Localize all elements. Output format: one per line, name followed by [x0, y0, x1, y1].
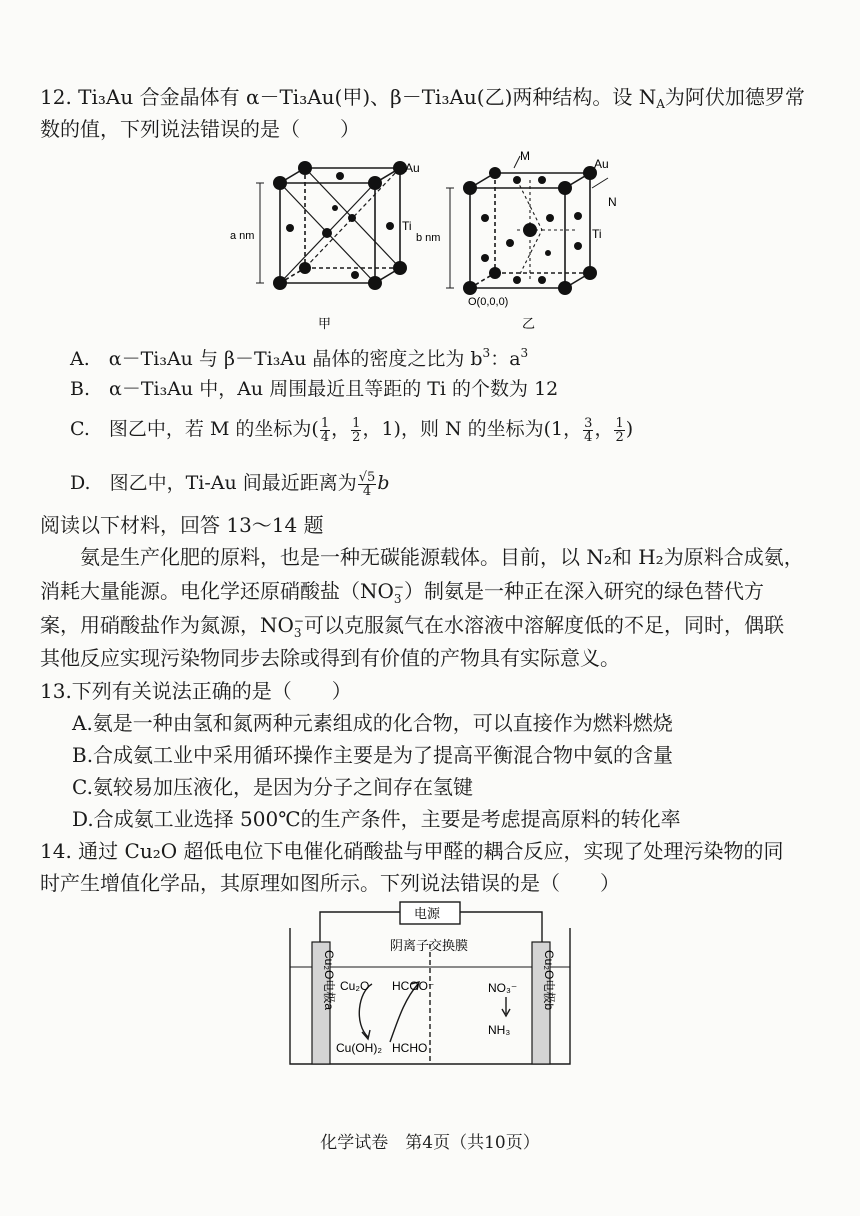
caption-jia: 甲 — [318, 316, 332, 331]
passage-line3: 案，用硝酸盐作为氮源，NO − 3 可以克服氮气在水溶液中溶解度低的不足，同时，偶联 — [40, 613, 784, 640]
power-source-label: 电源 — [414, 906, 441, 921]
species-cuoh2: Cu(OH)₂ — [336, 1041, 382, 1055]
q13-option-b: B.合成氨工业中采用循环操作主要是为了提高平衡混合物中氨的含量 — [72, 743, 674, 767]
species-hcho: HCHO — [392, 1041, 428, 1055]
label-ti-right: Ti — [592, 227, 602, 241]
species-nh3: NH₃ — [488, 1023, 511, 1037]
label-origin: O(0,0,0) — [468, 296, 509, 308]
q14-stem-line2: 时产生增值化学品，其原理如图所示。下列说法错误的是（ ） — [40, 871, 620, 895]
species-no3: NO₃⁻ — [488, 981, 518, 995]
q14-stem-line1: 14. 通过 Cu₂O 超低电位下电催化硝酸盐与甲醛的耦合反应，实现了处理污染物的同 — [40, 839, 784, 863]
q13-stem: 13.下列有关说法正确的是（ ） — [40, 679, 352, 703]
q12-stem-line2: 数的值，下列说法错误的是（ ） — [40, 117, 360, 141]
passage-line4: 其他反应实现污染物同步去除或得到有价值的产物具有实际意义。 — [40, 646, 620, 670]
passage-line2: 消耗大量能源。电化学还原硝酸盐（NO − 3 ）制氨是一种正在深入研究的绿色替代方 — [40, 579, 764, 606]
species-hcoo: HCOO⁻ — [392, 979, 435, 993]
label-au-right: Au — [594, 157, 609, 171]
label-dim-a: a nm — [230, 230, 255, 242]
page-footer: 化学试卷 第4页（共10页） — [320, 1133, 540, 1153]
q12-option-b: B. α－Ti₃Au 中，Au 周围最近且等距的 Ti 的个数为 12 — [70, 378, 559, 400]
q12-option-c: C. 图乙中，若 M 的坐标为( $\frac{1}{4}$ ， $\frac{1}{2}$ ，1)，则 N 的坐标为(1， $\frac{3}{4}$ ， $\frac{1}{2}$ ) — [70, 415, 634, 445]
passage-intro: 阅读以下材料，回答 13～14 题 — [40, 513, 324, 537]
label-ti-left: Ti — [402, 219, 412, 233]
q12-stem-line1: 12. Ti₃Au 合金晶体有 α－Ti₃Au(甲)、β－Ti₃Au(乙)两种结构。设 $N_A$为阿伏加德罗常 — [40, 85, 805, 111]
q13-option-d: D.合成氨工业选择 500℃的生产条件，主要是考虑提高原料的转化率 — [72, 807, 681, 831]
label-m: M — [520, 149, 530, 163]
label-dim-b: b nm — [416, 232, 441, 244]
crystal-structure-figure — [230, 148, 650, 338]
species-cu2o: Cu₂O — [340, 979, 370, 993]
q12-option-a: A. α－Ti₃Au 与 β－Ti₃Au 晶体的密度之比为 $b^3$：$a^3$ — [70, 346, 529, 370]
label-au-left: Au — [405, 161, 420, 175]
electrolysis-cell-figure — [280, 892, 580, 1074]
membrane-label: 阴离子交换膜 — [390, 938, 469, 953]
q13-option-c: C.氨较易加压液化，是因为分子之间存在氢键 — [72, 775, 473, 799]
q13-option-a: A.氨是一种由氢和氮两种元素组成的化合物，可以直接作为燃料燃烧 — [72, 711, 673, 735]
electrode-a-label: Cu₂O电极a — [322, 950, 336, 1011]
caption-yi: 乙 — [522, 316, 536, 331]
passage-line1: 氨是生产化肥的原料，也是一种无碳能源载体。目前，以 N₂和 H₂为原料合成氨， — [40, 545, 804, 569]
label-n: N — [608, 195, 617, 209]
electrode-b-label: Cu₂O电极b — [542, 950, 556, 1011]
q12-option-d: D. 图乙中，Ti-Au 间最近距离为 $\frac{√5}{4}$ b — [70, 469, 390, 499]
